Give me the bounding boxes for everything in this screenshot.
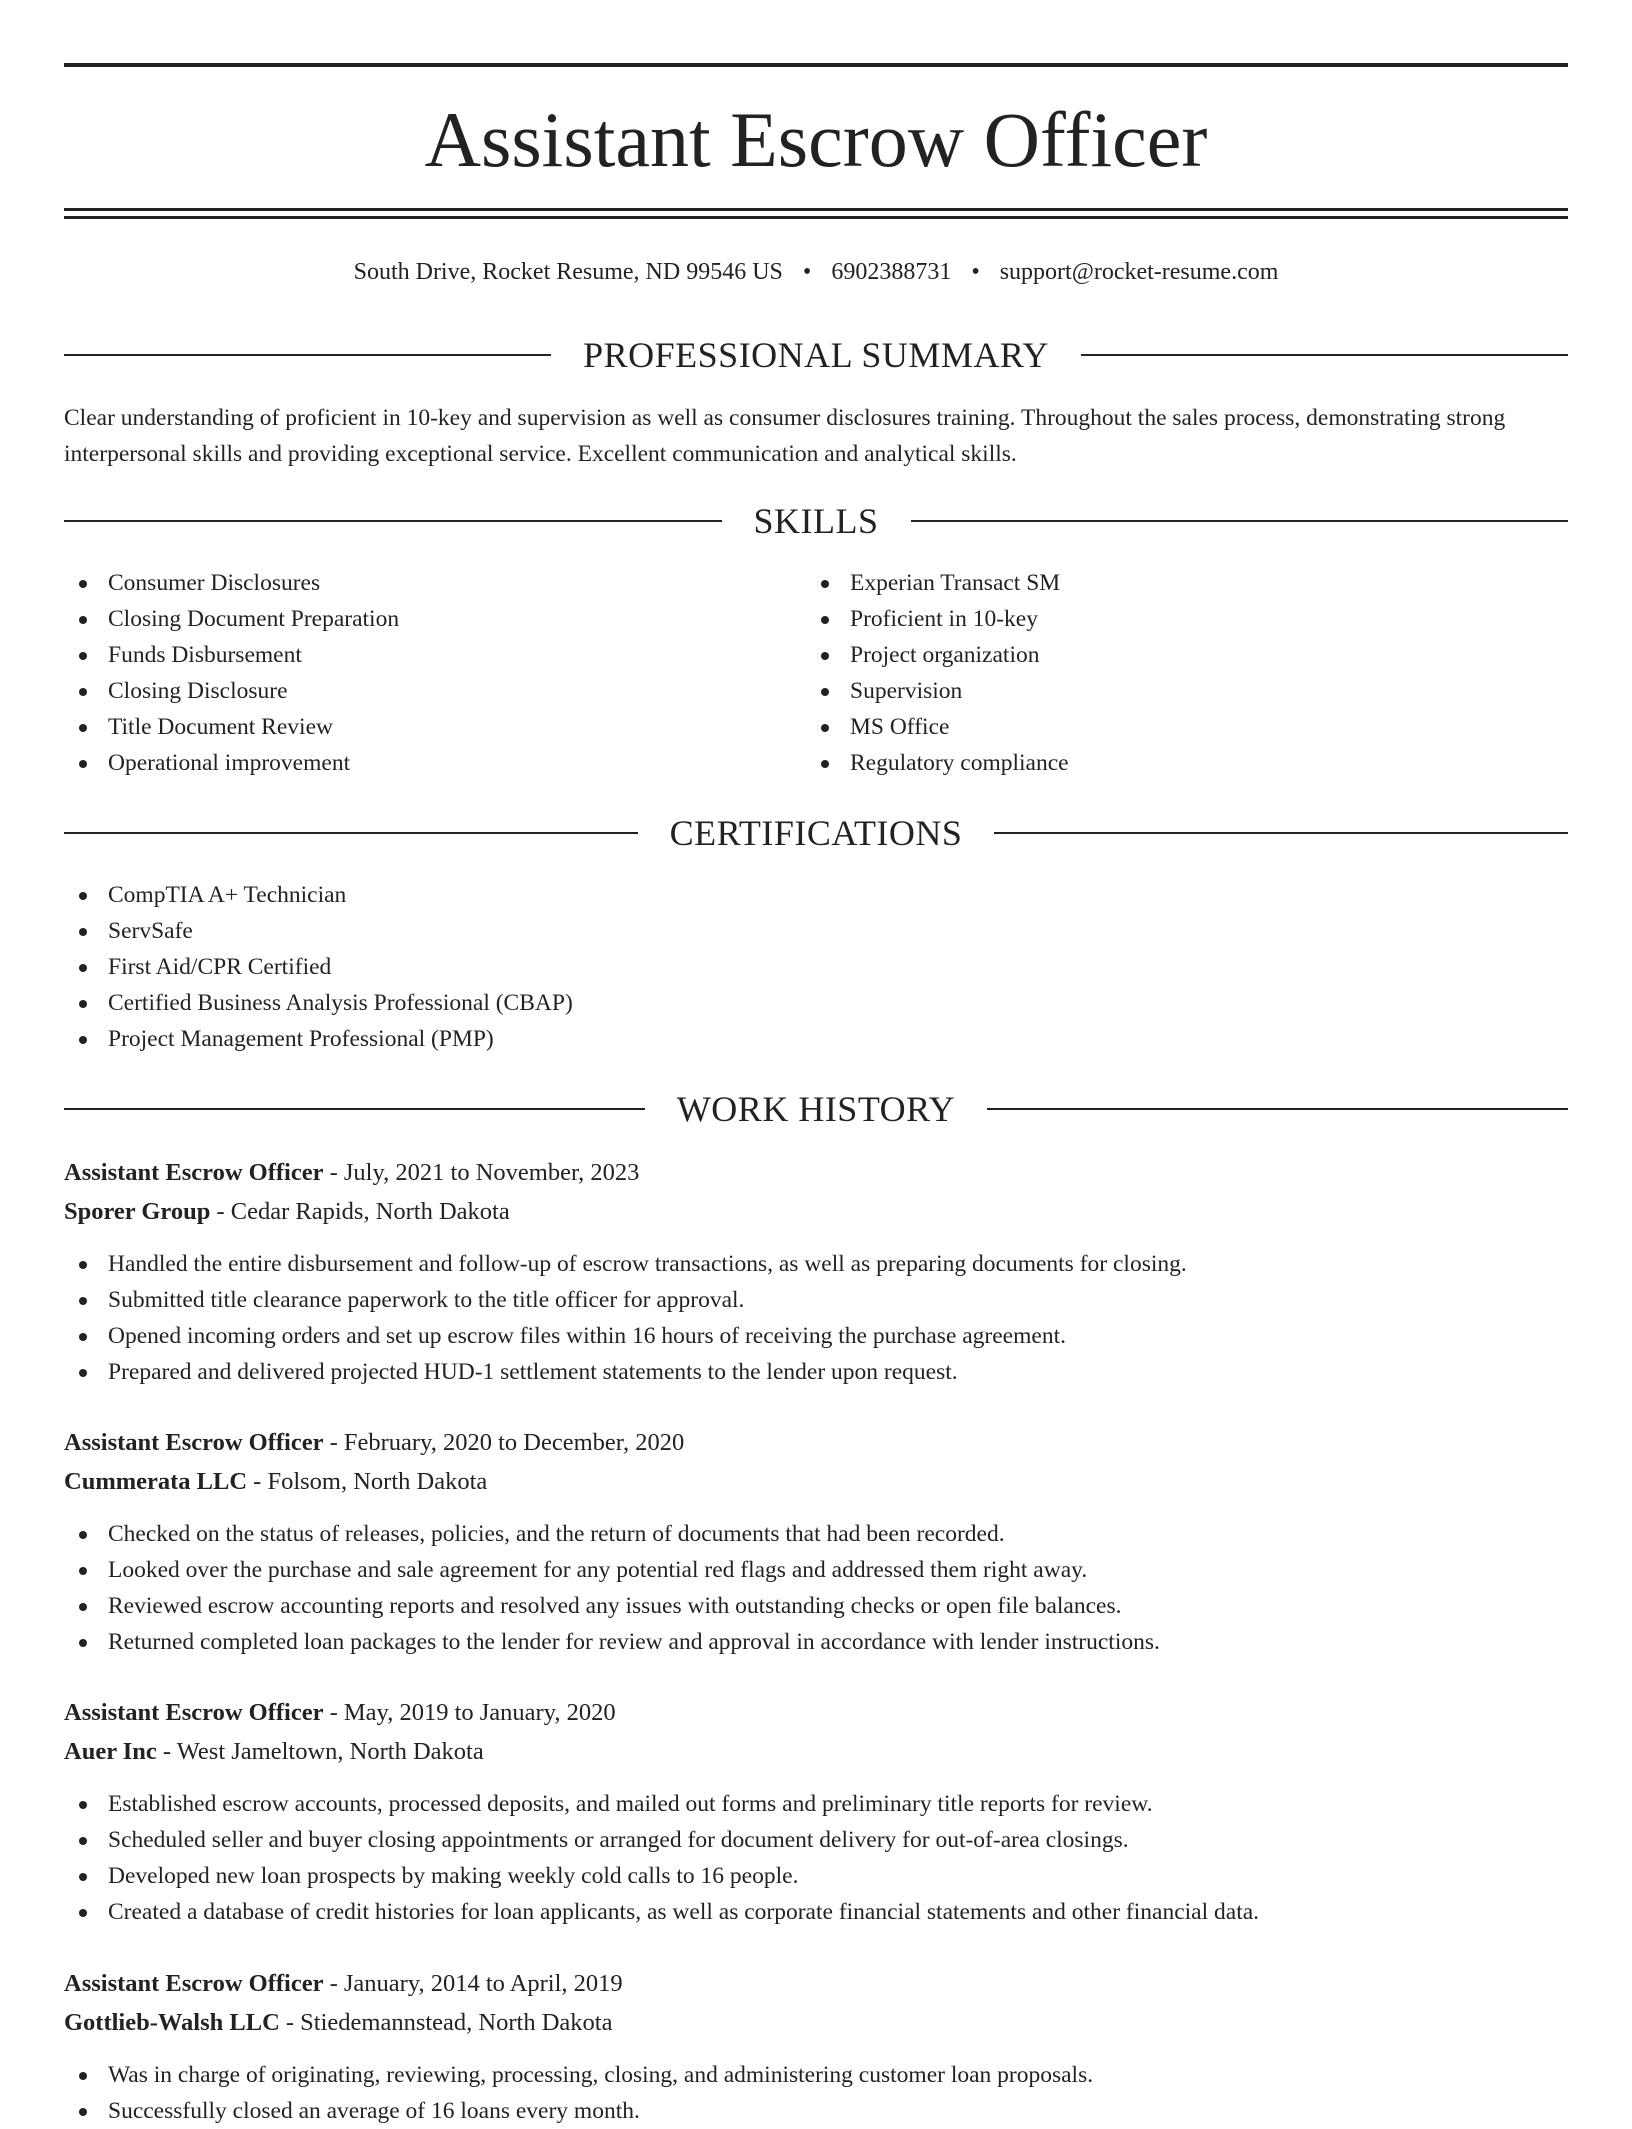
- bullet-icon: [79, 688, 87, 696]
- heading-rule-left: [64, 1108, 645, 1110]
- job-entry: [64, 1693, 1568, 1930]
- job-duties-list: [64, 2057, 1568, 2129]
- job-company: Sporer Group: [64, 1198, 211, 1225]
- skills-list-left: [64, 565, 804, 781]
- certification-label: ServSafe: [108, 918, 193, 944]
- heading-rule-left: [64, 832, 638, 834]
- job-duty-text: Opened incoming orders and set up escrow files within 16 hours of receiving the purchase agreement.: [108, 1323, 1066, 1349]
- summary-heading-text: PROFESSIONAL SUMMARY: [583, 335, 1049, 375]
- job-dates: - May, 2019 to January, 2020: [323, 1699, 616, 1726]
- bullet-icon: [821, 652, 829, 660]
- skill-item: [64, 601, 804, 637]
- skill-label: Closing Document Preparation: [108, 606, 400, 632]
- certifications-section-heading: [64, 811, 1568, 855]
- job-company: Auer Inc: [64, 1738, 157, 1765]
- certification-item: [64, 913, 1568, 949]
- job-title: Assistant Escrow Officer: [64, 1159, 324, 1186]
- job-duty-item: [64, 1822, 1568, 1858]
- bullet-icon: [79, 724, 87, 732]
- job-duty-text: Developed new loan prospects by making weekly cold calls to 16 people.: [108, 1863, 799, 1889]
- job-duty-item: [64, 1282, 1568, 1318]
- job-location: - Folsom, North Dakota: [247, 1468, 488, 1495]
- bullet-icon: [821, 580, 829, 588]
- certification-label: CompTIA A+ Technician: [108, 882, 347, 908]
- candidate-title: Assistant Escrow Officer: [424, 96, 1208, 183]
- skill-label: Supervision: [850, 678, 963, 704]
- bullet-icon: [821, 616, 829, 624]
- skill-item: [64, 565, 804, 601]
- job-duty-item: [64, 1318, 1568, 1354]
- job-duty-item: [64, 1786, 1568, 1822]
- bullet-icon: [79, 1567, 87, 1575]
- job-duty-item: [64, 1624, 1568, 1660]
- job-duty-item: [64, 1516, 1568, 1552]
- job-title-line: [64, 1964, 1568, 2003]
- bullet-icon: [79, 760, 87, 768]
- title-double-rule-lower: [64, 216, 1568, 219]
- skill-item: [806, 637, 1546, 673]
- job-duty-text: Established escrow accounts, processed deposits, and mailed out forms and preliminary title reports for review.: [108, 1791, 1153, 1817]
- skill-item: [806, 565, 1546, 601]
- skill-item: [806, 673, 1546, 709]
- job-location: - West Jameltown, North Dakota: [156, 1738, 484, 1765]
- job-company-line: [64, 2003, 1568, 2042]
- heading-rule-left: [64, 520, 722, 522]
- job-title-line: [64, 1693, 1568, 1732]
- job-company-line: [64, 1462, 1568, 1501]
- skill-label: Title Document Review: [108, 714, 333, 740]
- bullet-icon: [79, 1369, 87, 1377]
- job-dates: - July, 2021 to November, 2023: [323, 1159, 640, 1186]
- heading-rule-right: [911, 520, 1569, 522]
- bullet-icon: [79, 1297, 87, 1305]
- job-title-line: [64, 1423, 1568, 1462]
- job-duty-item: [64, 2057, 1568, 2093]
- skill-label: Experian Transact SM: [850, 570, 1061, 596]
- skill-item: [806, 745, 1546, 781]
- title-double-rule-upper: [64, 208, 1568, 211]
- job-duties-list: [64, 1246, 1568, 1390]
- certification-item: [64, 1021, 1568, 1057]
- skill-item: [806, 709, 1546, 745]
- bullet-icon: [79, 2072, 87, 2080]
- job-duty-item: [64, 1858, 1568, 1894]
- job-duty-item: [64, 1894, 1568, 1930]
- work-history-heading-text: WORK HISTORY: [676, 1089, 956, 1129]
- job-duties-list: [64, 1516, 1568, 1660]
- bullet-icon: [79, 1036, 87, 1044]
- certifications-heading-text: CERTIFICATIONS: [669, 813, 963, 853]
- job-location: - Cedar Rapids, North Dakota: [210, 1198, 510, 1225]
- skill-label: MS Office: [850, 714, 950, 740]
- certification-label: First Aid/CPR Certified: [108, 954, 332, 980]
- job-title: Assistant Escrow Officer: [64, 1970, 324, 1997]
- job-duty-text: Looked over the purchase and sale agreement for any potential red flags and addressed them right away.: [108, 1557, 1088, 1583]
- skill-label: Operational improvement: [108, 750, 351, 776]
- skill-item: [64, 709, 804, 745]
- bullet-icon: [79, 1873, 87, 1881]
- job-entry: [64, 1153, 1568, 1390]
- job-duty-text: Successfully closed an average of 16 loans every month.: [108, 2098, 640, 2124]
- job-duty-text: Returned completed loan packages to the lender for review and approval in accordance with lender instructions.: [108, 1629, 1160, 1655]
- job-entry: [64, 1423, 1568, 1660]
- skills-section-heading: [64, 499, 1568, 543]
- job-company-line: [64, 1192, 1568, 1231]
- job-company: Cummerata LLC: [64, 1468, 248, 1495]
- heading-rule-left: [64, 354, 551, 356]
- bullet-icon: [79, 1603, 87, 1611]
- bullet-icon: [79, 652, 87, 660]
- job-title: Assistant Escrow Officer: [64, 1699, 324, 1726]
- certification-label: Certified Business Analysis Professional (CBAP): [108, 990, 573, 1016]
- certification-item: [64, 877, 1568, 913]
- job-duties-list: [64, 1786, 1568, 1930]
- job-title-line: [64, 1153, 1568, 1192]
- contact-separator: •: [802, 259, 812, 285]
- bullet-icon: [79, 1801, 87, 1809]
- bullet-icon: [79, 616, 87, 624]
- job-duty-text: Handled the entire disbursement and follow-up of escrow transactions, as well as preparing documents for closing.: [108, 1251, 1187, 1277]
- contact-separator: •: [971, 259, 980, 285]
- skill-label: Funds Disbursement: [108, 642, 302, 668]
- top-rule: [64, 63, 1568, 67]
- heading-rule-right: [987, 1108, 1568, 1110]
- skill-item: [806, 601, 1546, 637]
- contact-line: [64, 254, 1568, 290]
- heading-rule-right: [994, 832, 1568, 834]
- skill-item: [64, 637, 804, 673]
- summary-section-heading: [64, 333, 1568, 377]
- certification-item: [64, 949, 1568, 985]
- bullet-icon: [79, 892, 87, 900]
- job-dates: - January, 2014 to April, 2019: [323, 1970, 623, 1997]
- bullet-icon: [79, 1909, 87, 1917]
- contact-address: South Drive, Rocket Resume, ND 99546 US: [353, 259, 783, 285]
- bullet-icon: [79, 1261, 87, 1269]
- job-company: Gottlieb-Walsh LLC: [64, 2009, 280, 2036]
- bullet-icon: [79, 1639, 87, 1647]
- skill-label: Closing Disclosure: [108, 678, 288, 704]
- skill-item: [64, 745, 804, 781]
- job-company-line: [64, 1732, 1568, 1771]
- heading-rule-right: [1081, 354, 1568, 356]
- bullet-icon: [79, 1333, 87, 1341]
- job-duty-text: Was in charge of originating, reviewing, processing, closing, and administering customer loan proposals.: [108, 2062, 1094, 2088]
- certification-label: Project Management Professional (PMP): [108, 1026, 494, 1052]
- certifications-list: [64, 877, 1568, 1057]
- job-duty-text: Prepared and delivered projected HUD-1 settlement statements to the lender upon request.: [108, 1359, 958, 1385]
- certification-item: [64, 985, 1568, 1021]
- job-duty-item: [64, 2093, 1568, 2129]
- skill-label: Consumer Disclosures: [108, 570, 321, 596]
- job-dates: - February, 2020 to December, 2020: [323, 1429, 685, 1456]
- bullet-icon: [79, 1000, 87, 1008]
- skill-label: Project organization: [850, 642, 1040, 668]
- job-duty-text: Scheduled seller and buyer closing appointments or arranged for document delivery for out-of-area closings.: [108, 1827, 1129, 1853]
- job-duty-text: Checked on the status of releases, policies, and the return of documents that had been recorded.: [108, 1521, 1005, 1547]
- skill-item: [64, 673, 804, 709]
- bullet-icon: [79, 2108, 87, 2116]
- work-history-section-heading: [64, 1087, 1568, 1131]
- job-duty-item: [64, 1552, 1568, 1588]
- bullet-icon: [821, 760, 829, 768]
- job-location: - Stiedemannstead, North Dakota: [279, 2009, 613, 2036]
- bullet-icon: [79, 1837, 87, 1845]
- skill-label: Proficient in 10-key: [850, 606, 1038, 632]
- job-duty-text: Reviewed escrow accounting reports and resolved any issues with outstanding checks or open file balances.: [108, 1593, 1122, 1619]
- skills-heading-text: SKILLS: [753, 501, 879, 541]
- job-duty-item: [64, 1354, 1568, 1390]
- bullet-icon: [821, 688, 829, 696]
- skill-label: Regulatory compliance: [850, 750, 1069, 776]
- job-title: Assistant Escrow Officer: [64, 1429, 324, 1456]
- contact-phone: 6902388731: [831, 259, 952, 285]
- job-duty-text: Created a database of credit histories for loan applicants, as well as corporate financial statements and other financial data.: [108, 1899, 1260, 1925]
- bullet-icon: [79, 1531, 87, 1539]
- contact-email: support@rocket-resume.com: [999, 259, 1279, 285]
- job-entry: [64, 1964, 1568, 2129]
- bullet-icon: [79, 580, 87, 588]
- summary-text: Clear understanding of proficient in 10-key and supervision as well as consumer disclosures training. Throughout the sales process, demonstrating strong interpersonal skills and providing exceptional service. Excellent communication and analytical skills.: [64, 405, 1506, 467]
- bullet-icon: [79, 928, 87, 936]
- bullet-icon: [79, 964, 87, 972]
- bullet-icon: [821, 724, 829, 732]
- skills-list-right: [806, 565, 1546, 781]
- job-duty-item: [64, 1588, 1568, 1624]
- job-duty-item: [64, 1246, 1568, 1282]
- job-duty-text: Submitted title clearance paperwork to the title officer for approval.: [108, 1287, 745, 1313]
